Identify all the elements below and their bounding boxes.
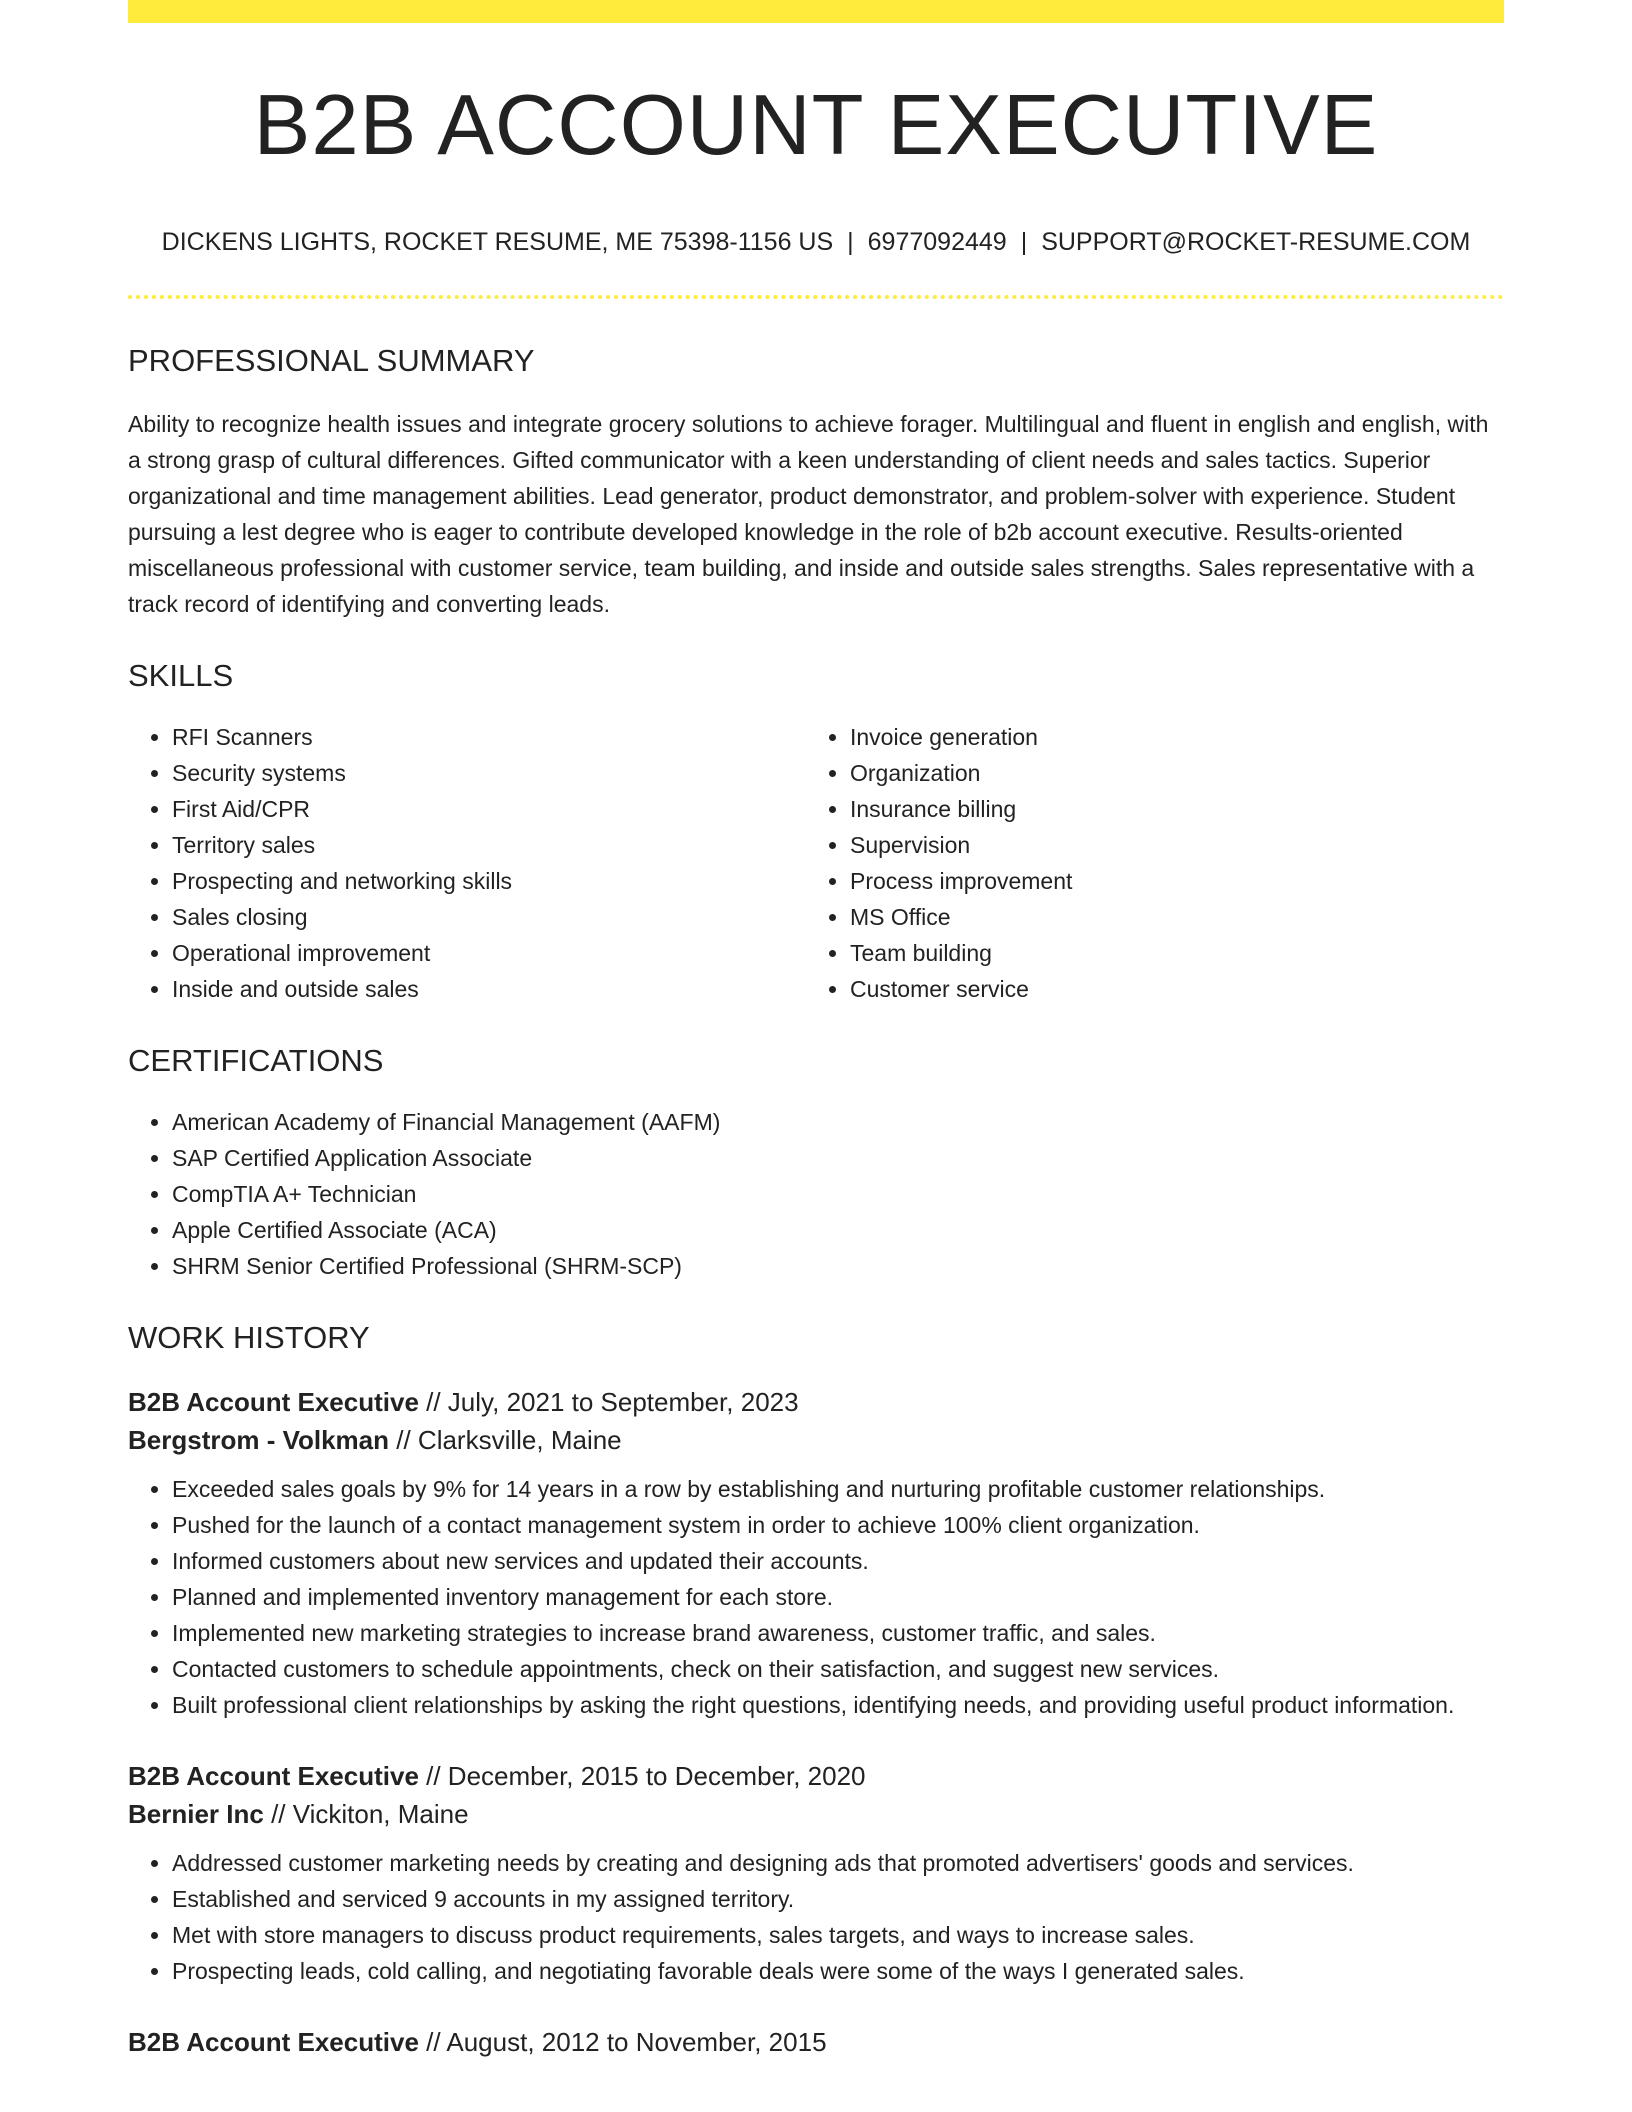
- job-bullet: • Prospecting leads, cold calling, and negotiating favorable deals were some of the ways I generated sales.: [172, 1953, 1504, 1989]
- job-bullet: • Implemented new marketing strategies to increase brand awareness, customer traffic, and sales.: [172, 1615, 1504, 1651]
- job-bullet-list: [128, 1471, 1504, 1723]
- job-title-line: [128, 1757, 1504, 1795]
- certifications-list: [128, 1104, 1504, 1284]
- job-location: // Clarksville, Maine: [396, 1425, 622, 1455]
- job-bullet: • Informed customers about new services and updated their accounts.: [172, 1543, 1504, 1579]
- job-entry: [128, 2023, 1504, 2061]
- skill-item: • Customer service: [850, 971, 1484, 1007]
- job-company-line: [128, 1421, 1504, 1459]
- skill-item: • Process improvement: [850, 863, 1484, 899]
- skill-item: • Supervision: [850, 827, 1484, 863]
- job-bullet: • Exceeded sales goals by 9% for 14 years in a row by establishing and nurturing profitable customer relationships.: [172, 1471, 1504, 1507]
- job-bullet: • Contacted customers to schedule appointments, check on their satisfaction, and suggest new services.: [172, 1651, 1504, 1687]
- skill-item: • Territory sales: [172, 827, 806, 863]
- certifications-heading: CERTIFICATIONS: [128, 1043, 384, 1078]
- resume-name: B2B ACCOUNT EXECUTIVE: [253, 78, 1379, 173]
- skill-item: • MS Office: [850, 899, 1484, 935]
- certification-item: • CompTIA A+ Technician: [172, 1176, 1504, 1212]
- work-history-heading: WORK HISTORY: [128, 1320, 370, 1355]
- job-dates: // August, 2012 to November, 2015: [426, 2027, 827, 2057]
- job-entry: [128, 1383, 1504, 1723]
- job-dates: // December, 2015 to December, 2020: [426, 1761, 866, 1791]
- skill-item: • First Aid/CPR: [172, 791, 806, 827]
- job-bullet: • Established and serviced 9 accounts in my assigned territory.: [172, 1881, 1504, 1917]
- accent-top-bar: [128, 0, 1504, 23]
- contact-line: [128, 230, 1504, 255]
- job-title: B2B Account Executive: [128, 2027, 419, 2057]
- skill-item: • Team building: [850, 935, 1484, 971]
- skill-item: • Invoice generation: [850, 719, 1484, 755]
- summary-text: Ability to recognize health issues and integrate grocery solutions to achieve forager. Multilingual and fluent in english and english, with a strong grasp of cultural differences. Gifted communicator with a keen understanding of client needs and sales tactics. Superior organizational and time management abilities. Lead generator, product demonstrator, and problem-solver with experience. Student pursuing a lest degree who is eager to contribute developed knowledge in the role of b2b account executive. Results-oriented miscellaneous professional with customer service, team building, and inside and outside sales strengths. Sales representative with a track record of identifying and converting leads.: [128, 411, 1489, 617]
- certification-item: • SHRM Senior Certified Professional (SHRM-SCP): [172, 1248, 1504, 1284]
- certification-item: • Apple Certified Associate (ACA): [172, 1212, 1504, 1248]
- job-dates: // July, 2021 to September, 2023: [426, 1387, 799, 1417]
- contact-separator: |: [1020, 228, 1028, 256]
- job-bullet: • Addressed customer marketing needs by creating and designing ads that promoted advertisers' goods and services.: [172, 1845, 1504, 1881]
- skill-item: • Security systems: [172, 755, 806, 791]
- certification-item: • American Academy of Financial Management (AAFM): [172, 1104, 1504, 1140]
- contact-phone: 6977092449: [867, 228, 1007, 256]
- job-bullet-list: [128, 1845, 1504, 1989]
- job-location: // Vickiton, Maine: [271, 1799, 469, 1829]
- job-title-line: [128, 1383, 1504, 1421]
- job-entry: [128, 1757, 1504, 1989]
- job-title-line: [128, 2023, 1504, 2061]
- resume-page: [128, 0, 1504, 2061]
- skills-list: [128, 719, 1504, 1007]
- skill-item: • Insurance billing: [850, 791, 1484, 827]
- skill-item: • Sales closing: [172, 899, 806, 935]
- job-company-line: [128, 1795, 1504, 1833]
- job-bullet: • Built professional client relationships by asking the right questions, identifying needs, and providing useful product information.: [172, 1687, 1504, 1723]
- job-company: Bergstrom - Volkman: [128, 1425, 390, 1455]
- dotted-divider: [128, 295, 1504, 299]
- contact-address: DICKENS LIGHTS, ROCKET RESUME, ME 75398-1156 US: [161, 228, 834, 256]
- skill-item: • Operational improvement: [172, 935, 806, 971]
- summary-heading: PROFESSIONAL SUMMARY: [128, 343, 535, 378]
- job-title: B2B Account Executive: [128, 1387, 419, 1417]
- skills-heading: SKILLS: [128, 658, 234, 693]
- job-bullet: • Pushed for the launch of a contact management system in order to achieve 100% client organization.: [172, 1507, 1504, 1543]
- skills-column-left: [128, 719, 806, 1007]
- skill-item: • Organization: [850, 755, 1484, 791]
- job-title: B2B Account Executive: [128, 1761, 419, 1791]
- skills-column-right: [806, 719, 1484, 1007]
- job-company: Bernier Inc: [128, 1799, 264, 1829]
- job-bullet: • Met with store managers to discuss product requirements, sales targets, and ways to increase sales.: [172, 1917, 1504, 1953]
- skill-item: • Inside and outside sales: [172, 971, 806, 1007]
- contact-email: SUPPORT@ROCKET-RESUME.COM: [1041, 228, 1471, 256]
- work-history-list: [128, 1383, 1504, 2061]
- contact-separator: |: [847, 228, 854, 256]
- skill-item: • RFI Scanners: [172, 719, 806, 755]
- certification-item: • SAP Certified Application Associate: [172, 1140, 1504, 1176]
- job-bullet: • Planned and implemented inventory management for each store.: [172, 1579, 1504, 1615]
- skill-item: • Prospecting and networking skills: [172, 863, 806, 899]
